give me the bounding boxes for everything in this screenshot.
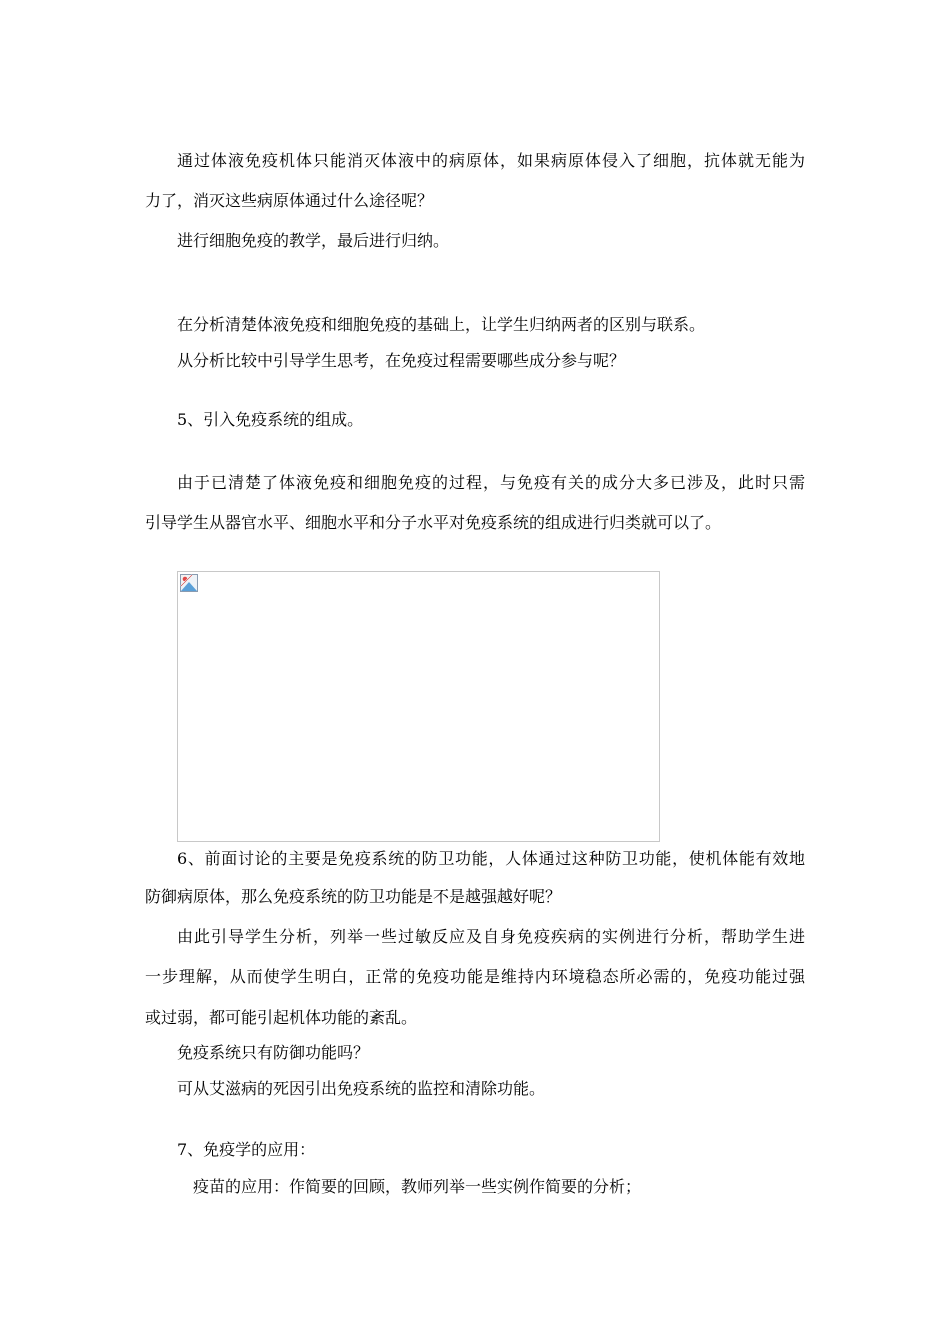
paragraph-line: 由此引导学生分析，列举一些过敏反应及自身免疫疾病的实例进行分析，帮助学生进 bbox=[177, 927, 805, 946]
paragraph-line: 免疫系统只有防御功能吗？ bbox=[177, 1043, 370, 1062]
broken-image-icon bbox=[180, 574, 198, 592]
section-heading: 7、免疫学的应用： bbox=[177, 1140, 316, 1159]
paragraph-line: 通过体液免疫机体只能消灭体液中的病原体，如果病原体侵入了细胞，抗体就无能为 bbox=[177, 151, 805, 170]
paragraph-line: 从分析比较中引导学生思考，在免疫过程需要哪些成分参与呢？ bbox=[177, 351, 626, 370]
paragraph-line: 进行细胞免疫的教学，最后进行归纳。 bbox=[177, 231, 450, 250]
paragraph-line: 疫苗的应用：作简要的回顾，教师列举一些实例作简要的分析； bbox=[193, 1177, 642, 1196]
paragraph-line: 在分析清楚体液免疫和细胞免疫的基础上，让学生归纳两者的区别与联系。 bbox=[177, 315, 706, 334]
image-placeholder bbox=[177, 571, 660, 842]
paragraph-line: 或过弱，都可能引起机体功能的紊乱。 bbox=[145, 1008, 418, 1027]
paragraph-line: 引导学生从器官水平、细胞水平和分子水平对免疫系统的组成进行归类就可以了。 bbox=[145, 513, 722, 532]
paragraph-line: 由于已清楚了体液免疫和细胞免疫的过程，与免疫有关的成分大多已涉及，此时只需 bbox=[177, 473, 805, 492]
section-heading: 5、引入免疫系统的组成。 bbox=[177, 410, 364, 429]
paragraph-line: 6、前面讨论的主要是免疫系统的防卫功能，人体通过这种防卫功能，使机体能有效地 bbox=[177, 849, 805, 868]
paragraph-line: 可从艾滋病的死因引出免疫系统的监控和清除功能。 bbox=[177, 1079, 546, 1098]
paragraph-line: 防御病原体，那么免疫系统的防卫功能是不是越强越好呢？ bbox=[145, 887, 562, 906]
paragraph-line: 一步理解，从而使学生明白，正常的免疫功能是维持内环境稳态所必需的，免疫功能过强 bbox=[145, 967, 805, 986]
paragraph-line: 力了，消灭这些病原体通过什么途径呢？ bbox=[145, 191, 434, 210]
